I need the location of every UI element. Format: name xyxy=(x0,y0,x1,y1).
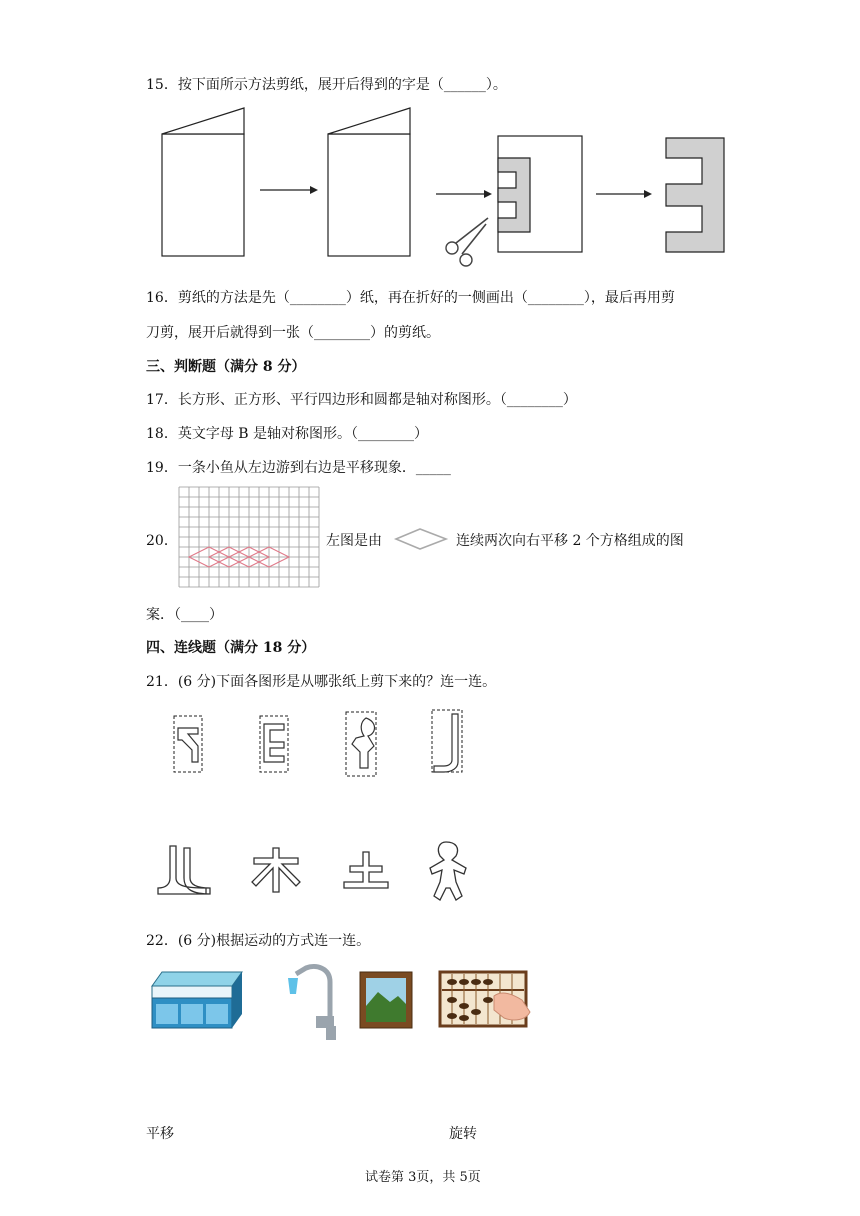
q18-text: 18．英文字母 B 是轴对称图形。（________） xyxy=(146,426,429,442)
q19-text: 19．一条小鱼从左边游到右边是平移现象．_____ xyxy=(146,460,451,476)
picture-frame-icon xyxy=(360,972,412,1028)
q21-folded-shapes xyxy=(160,706,520,786)
q17-text: 17．长方形、正方形、平行四边形和圆都是轴对称图形。（________） xyxy=(146,392,577,408)
section4-title: 四、连线题（满分 18 分） xyxy=(146,640,316,656)
q15-illustration xyxy=(0,100,860,300)
q16-line1: 16．剪纸的方法是先（________）纸，再在折好的一侧画出（________），最后再用剪 xyxy=(146,290,675,306)
q20-text-a: 左图是由 xyxy=(326,533,382,549)
arrow-1-icon xyxy=(260,186,318,194)
folded-paper-step1 xyxy=(162,108,244,256)
q20-number: 20． xyxy=(146,533,178,549)
grid-lines xyxy=(179,487,319,587)
drawn-paper-step3 xyxy=(498,136,582,252)
q22-text: 22．(6 分)根据运动的方式连一连。 xyxy=(146,933,371,949)
faucet-icon xyxy=(288,967,336,1040)
q20-text-b: 连续两次向右平移 2 个方格组成的图 xyxy=(456,533,684,549)
person-shape xyxy=(430,842,466,900)
arrow-2-icon xyxy=(436,190,492,198)
q22-pictures xyxy=(146,960,546,1042)
q22-label-rotate: 旋转 xyxy=(449,1126,477,1142)
scissors-icon xyxy=(446,218,488,266)
folded-paper-step2 xyxy=(328,108,410,256)
folded-shape-3 xyxy=(346,712,376,776)
section3-title: 三、判断题（满分 8 分） xyxy=(146,359,306,375)
folded-shape-1 xyxy=(174,716,202,772)
q22-label-translate: 平移 xyxy=(146,1126,174,1142)
q20-grid-figure xyxy=(179,487,321,587)
folded-shape-4 xyxy=(432,710,462,772)
q16-line2: 刀剪，展开后就得到一张（________）的剪纸。 xyxy=(146,325,440,341)
result-shape xyxy=(666,138,724,252)
char-ren-shape xyxy=(158,846,210,894)
drawer-cabinet-icon xyxy=(152,972,242,1028)
char-tu-shape xyxy=(344,852,388,888)
folded-shape-2 xyxy=(260,716,288,772)
rhombus-unit-icon xyxy=(394,527,450,551)
char-mu-shape xyxy=(252,848,300,892)
q15-text: 15．按下面所示方法剪纸，展开后得到的字是（______）。 xyxy=(146,77,507,93)
abacus-icon xyxy=(440,972,530,1026)
q21-text: 21．(6 分)下面各图形是从哪张纸上剪下来的？连一连。 xyxy=(146,674,497,690)
arrow-3-icon xyxy=(596,190,652,198)
page-footer: 试卷第 3页，共 5页 xyxy=(365,1170,481,1185)
q20-line2: 案．（____） xyxy=(146,607,223,623)
q21-unfolded-shapes xyxy=(150,838,490,908)
